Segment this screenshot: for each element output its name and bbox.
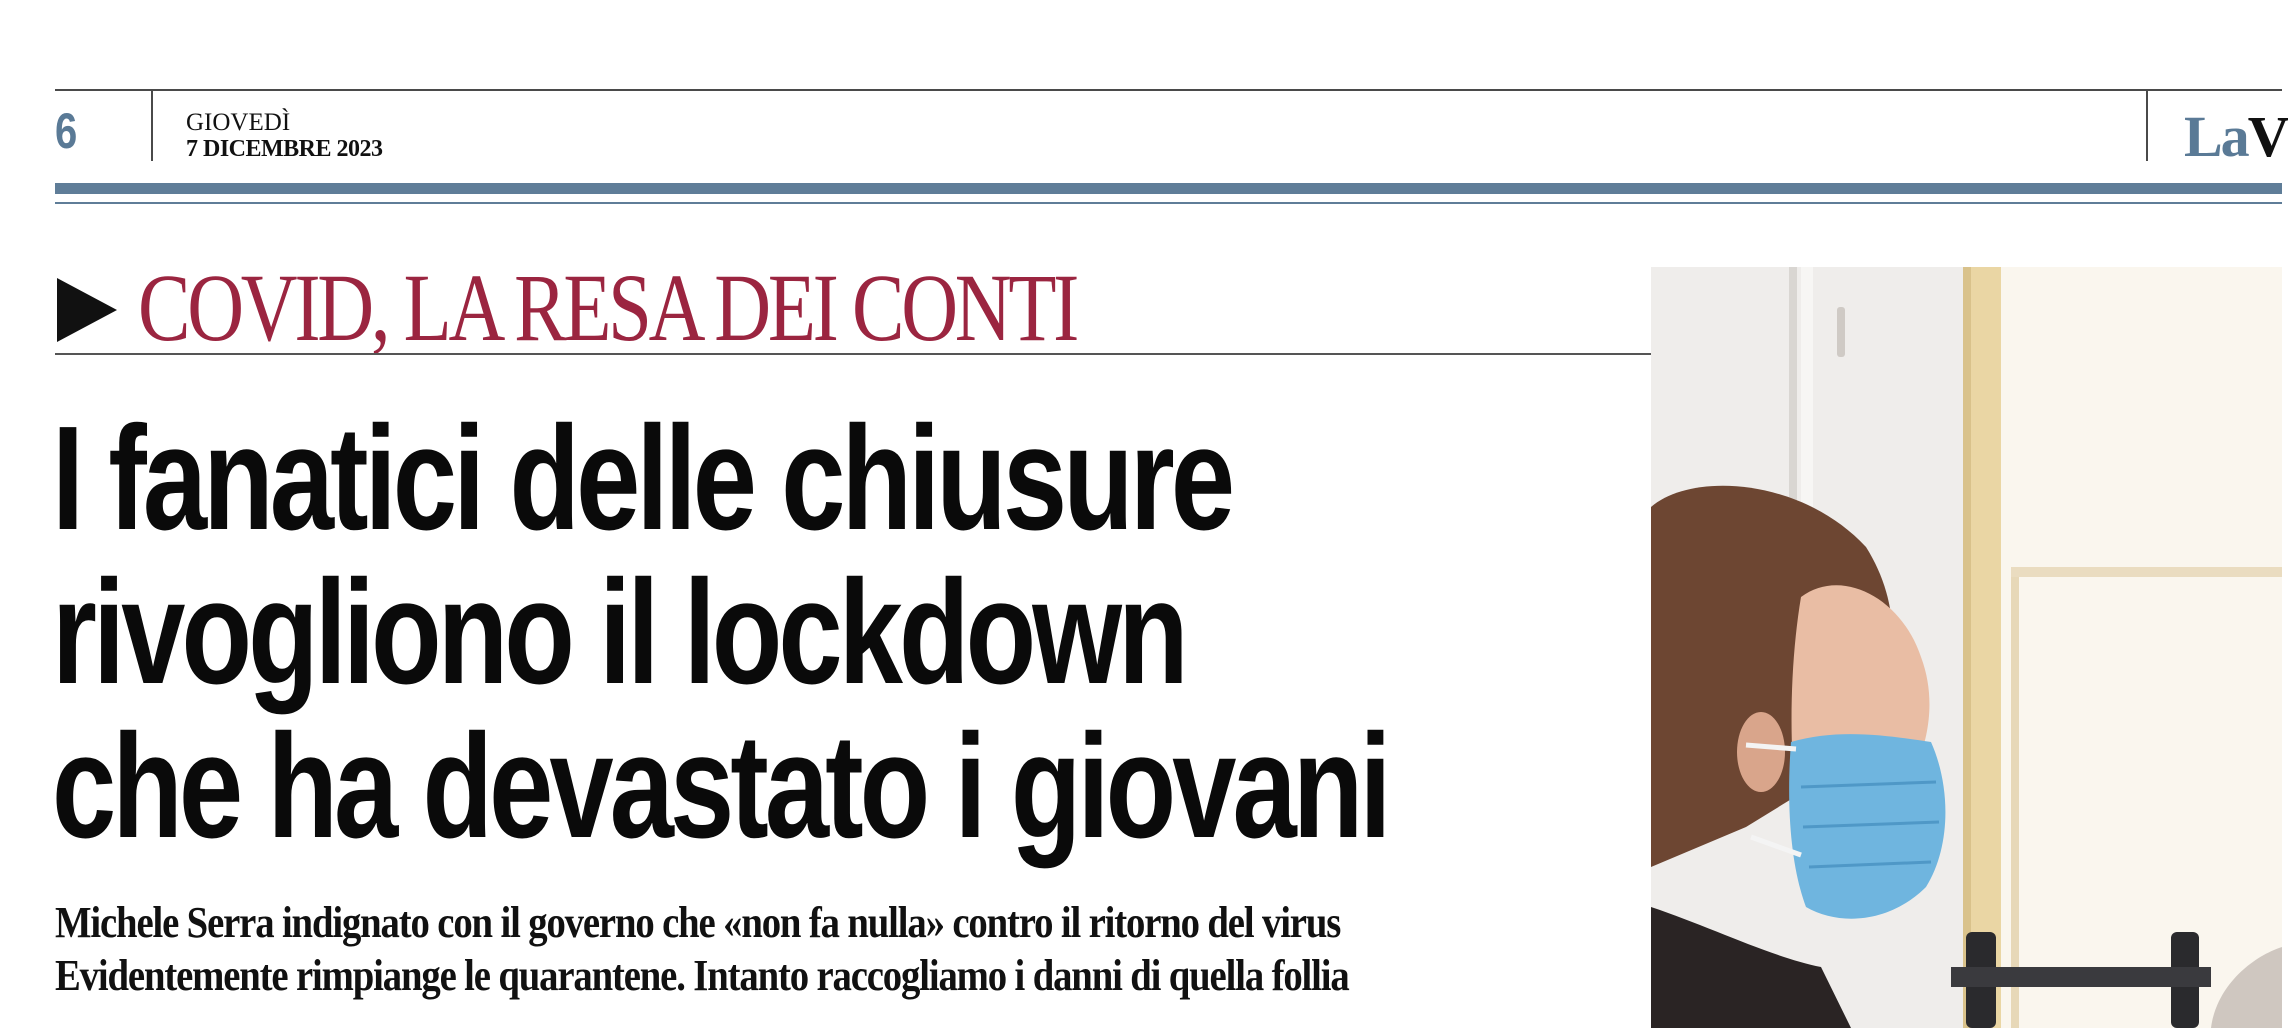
kicker-rule	[55, 353, 1651, 355]
headline-line: che ha devastato i giovani	[52, 704, 1388, 869]
headline	[52, 396, 1456, 869]
masthead-band-thin	[55, 202, 2282, 204]
masthead-date-block	[186, 110, 383, 162]
masthead-top-rule	[55, 89, 2282, 91]
subhead	[55, 896, 1349, 1002]
newspaper-logo	[2184, 104, 2288, 169]
subhead-line: Evidentemente rimpiange le quarantene. Intanto raccogliamo i danni di quella follia	[55, 951, 1349, 1000]
masthead-date: 7 DICEMBRE 2023	[186, 136, 383, 162]
logo-part-1: La	[2184, 104, 2248, 169]
masthead-weekday: GIOVEDÌ	[186, 109, 291, 136]
headline-line: I fanatici delle chiusure	[52, 396, 1232, 561]
section-kicker: COVID, LA RESA DEI CONTI	[138, 254, 1077, 361]
logo-part-2: V	[2247, 104, 2288, 169]
article-photo	[1651, 267, 2282, 1028]
page-number: 6	[55, 103, 78, 159]
subhead-line: Michele Serra indignato con il governo che «non fa nulla» contro il ritorno del virus	[55, 898, 1341, 947]
masthead-divider-right	[2146, 89, 2148, 161]
masthead-band-thick	[55, 183, 2282, 194]
masthead-divider-left	[151, 89, 153, 161]
kicker-arrow-icon	[57, 278, 117, 342]
headline-line: rivogliono il lockdown	[52, 550, 1185, 715]
